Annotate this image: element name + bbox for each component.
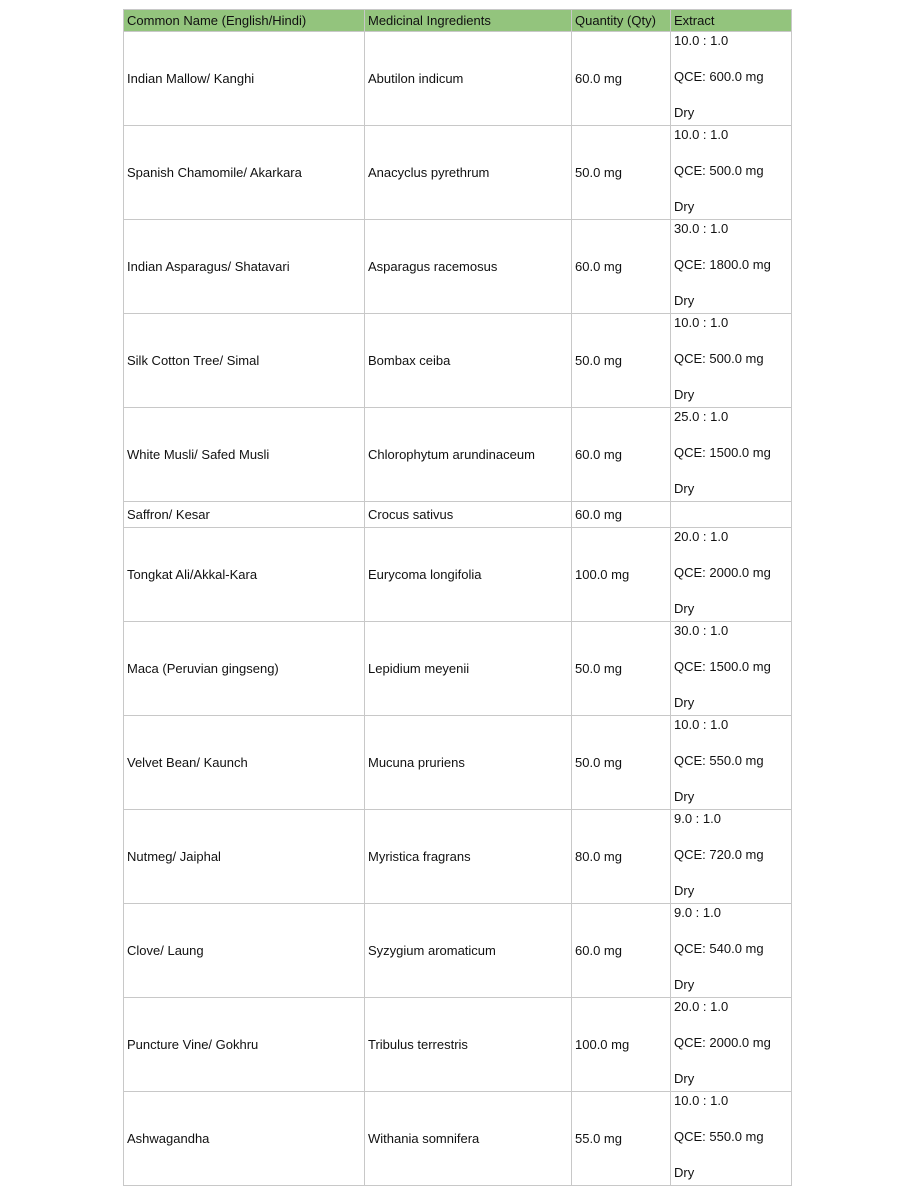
ingredient-cell: Lepidium meyenii — [365, 622, 572, 716]
extract-details — [671, 998, 791, 1091]
header-common-name: Common Name (English/Hindi) — [124, 10, 365, 32]
ingredient-cell: Withania somnifera — [365, 1092, 572, 1186]
table-header — [124, 10, 792, 32]
table-row — [124, 904, 792, 998]
common-name-cell: Saffron/ Kesar — [124, 502, 365, 528]
extract-qce: QCE: 2000.0 mg — [674, 1035, 771, 1050]
extract-details — [671, 904, 791, 997]
extract-ratio: 20.0 : 1.0 — [674, 999, 729, 1014]
extract-ratio: 30.0 : 1.0 — [674, 221, 729, 236]
extract-cell — [671, 126, 792, 220]
common-name-cell: Ashwagandha — [124, 1092, 365, 1186]
ingredients-table — [123, 9, 792, 1186]
common-name-cell: Clove/ Laung — [124, 904, 365, 998]
extract-details — [671, 810, 791, 903]
quantity-cell: 100.0 mg — [572, 998, 671, 1092]
extract-kind: Dry — [674, 695, 695, 710]
ingredient-cell: Crocus sativus — [365, 502, 572, 528]
extract-cell — [671, 622, 792, 716]
extract-kind: Dry — [674, 199, 695, 214]
table-row — [124, 314, 792, 408]
quantity-cell: 100.0 mg — [572, 528, 671, 622]
extract-details — [671, 528, 791, 621]
extract-qce: QCE: 600.0 mg — [674, 69, 764, 84]
extract-qce: QCE: 550.0 mg — [674, 1129, 764, 1144]
table-row — [124, 622, 792, 716]
extract-qce: QCE: 1500.0 mg — [674, 659, 771, 674]
table-body — [124, 32, 792, 1186]
extract-qce: QCE: 500.0 mg — [674, 351, 764, 366]
quantity-cell: 50.0 mg — [572, 314, 671, 408]
extract-details — [671, 126, 791, 219]
table-row — [124, 716, 792, 810]
quantity-cell: 60.0 mg — [572, 904, 671, 998]
extract-cell — [671, 408, 792, 502]
extract-details — [671, 32, 791, 125]
ingredient-cell: Asparagus racemosus — [365, 220, 572, 314]
extract-cell — [671, 220, 792, 314]
extract-qce: QCE: 720.0 mg — [674, 847, 764, 862]
extract-kind: Dry — [674, 105, 695, 120]
table-row — [124, 220, 792, 314]
common-name-cell: Silk Cotton Tree/ Simal — [124, 314, 365, 408]
quantity-cell: 50.0 mg — [572, 126, 671, 220]
common-name-cell: Nutmeg/ Jaiphal — [124, 810, 365, 904]
ingredient-cell: Eurycoma longifolia — [365, 528, 572, 622]
common-name-cell: Velvet Bean/ Kaunch — [124, 716, 365, 810]
quantity-cell: 60.0 mg — [572, 220, 671, 314]
extract-kind: Dry — [674, 883, 695, 898]
extract-cell — [671, 314, 792, 408]
extract-cell — [671, 716, 792, 810]
extract-qce: QCE: 500.0 mg — [674, 163, 764, 178]
common-name-cell: White Musli/ Safed Musli — [124, 408, 365, 502]
extract-ratio: 10.0 : 1.0 — [674, 1093, 729, 1108]
quantity-cell: 80.0 mg — [572, 810, 671, 904]
extract-kind: Dry — [674, 789, 695, 804]
extract-kind: Dry — [674, 977, 695, 992]
extract-cell — [671, 1092, 792, 1186]
quantity-cell: 60.0 mg — [572, 502, 671, 528]
ingredient-cell: Mucuna pruriens — [365, 716, 572, 810]
extract-details — [671, 220, 791, 313]
table-row — [124, 126, 792, 220]
header-extract: Extract — [671, 10, 792, 32]
extract-cell — [671, 32, 792, 126]
ingredient-cell: Anacyclus pyrethrum — [365, 126, 572, 220]
extract-details — [671, 716, 791, 809]
table-row — [124, 408, 792, 502]
quantity-cell: 50.0 mg — [572, 622, 671, 716]
ingredient-cell: Syzygium aromaticum — [365, 904, 572, 998]
common-name-cell: Puncture Vine/ Gokhru — [124, 998, 365, 1092]
extract-cell — [671, 998, 792, 1092]
table-row — [124, 810, 792, 904]
common-name-cell: Tongkat Ali/Akkal-Kara — [124, 528, 365, 622]
header-medicinal-ingredients: Medicinal Ingredients — [365, 10, 572, 32]
ingredient-cell: Chlorophytum arundinaceum — [365, 408, 572, 502]
extract-ratio: 10.0 : 1.0 — [674, 33, 729, 48]
extract-cell — [671, 502, 792, 528]
extract-qce: QCE: 2000.0 mg — [674, 565, 771, 580]
ingredient-cell: Bombax ceiba — [365, 314, 572, 408]
table-row — [124, 998, 792, 1092]
extract-qce: QCE: 540.0 mg — [674, 941, 764, 956]
extract-details — [671, 622, 791, 715]
quantity-cell: 60.0 mg — [572, 32, 671, 126]
extract-kind: Dry — [674, 1071, 695, 1086]
extract-cell — [671, 528, 792, 622]
extract-kind: Dry — [674, 293, 695, 308]
header-quantity: Quantity (Qty) — [572, 10, 671, 32]
extract-cell — [671, 904, 792, 998]
table-row — [124, 32, 792, 126]
extract-qce: QCE: 1500.0 mg — [674, 445, 771, 460]
extract-details — [671, 1092, 791, 1185]
common-name-cell: Indian Mallow/ Kanghi — [124, 32, 365, 126]
extract-ratio: 10.0 : 1.0 — [674, 127, 729, 142]
extract-cell — [671, 810, 792, 904]
extract-details — [671, 314, 791, 407]
extract-ratio: 10.0 : 1.0 — [674, 717, 729, 732]
table-row — [124, 1092, 792, 1186]
extract-qce: QCE: 550.0 mg — [674, 753, 764, 768]
extract-qce: QCE: 1800.0 mg — [674, 257, 771, 272]
header-row — [124, 10, 792, 32]
extract-ratio: 30.0 : 1.0 — [674, 623, 729, 638]
extract-kind: Dry — [674, 1165, 695, 1180]
extract-ratio: 9.0 : 1.0 — [674, 811, 721, 826]
quantity-cell: 60.0 mg — [572, 408, 671, 502]
quantity-cell: 55.0 mg — [572, 1092, 671, 1186]
extract-ratio: 9.0 : 1.0 — [674, 905, 721, 920]
extract-ratio: 25.0 : 1.0 — [674, 409, 729, 424]
extract-kind: Dry — [674, 387, 695, 402]
common-name-cell: Indian Asparagus/ Shatavari — [124, 220, 365, 314]
extract-ratio: 20.0 : 1.0 — [674, 529, 729, 544]
extract-kind: Dry — [674, 601, 695, 616]
table-row — [124, 528, 792, 622]
extract-kind: Dry — [674, 481, 695, 496]
table-row — [124, 502, 792, 528]
quantity-cell: 50.0 mg — [572, 716, 671, 810]
ingredient-cell: Abutilon indicum — [365, 32, 572, 126]
extract-ratio: 10.0 : 1.0 — [674, 315, 729, 330]
common-name-cell: Maca (Peruvian gingseng) — [124, 622, 365, 716]
ingredient-cell: Tribulus terrestris — [365, 998, 572, 1092]
extract-details — [671, 408, 791, 501]
ingredient-cell: Myristica fragrans — [365, 810, 572, 904]
common-name-cell: Spanish Chamomile/ Akarkara — [124, 126, 365, 220]
